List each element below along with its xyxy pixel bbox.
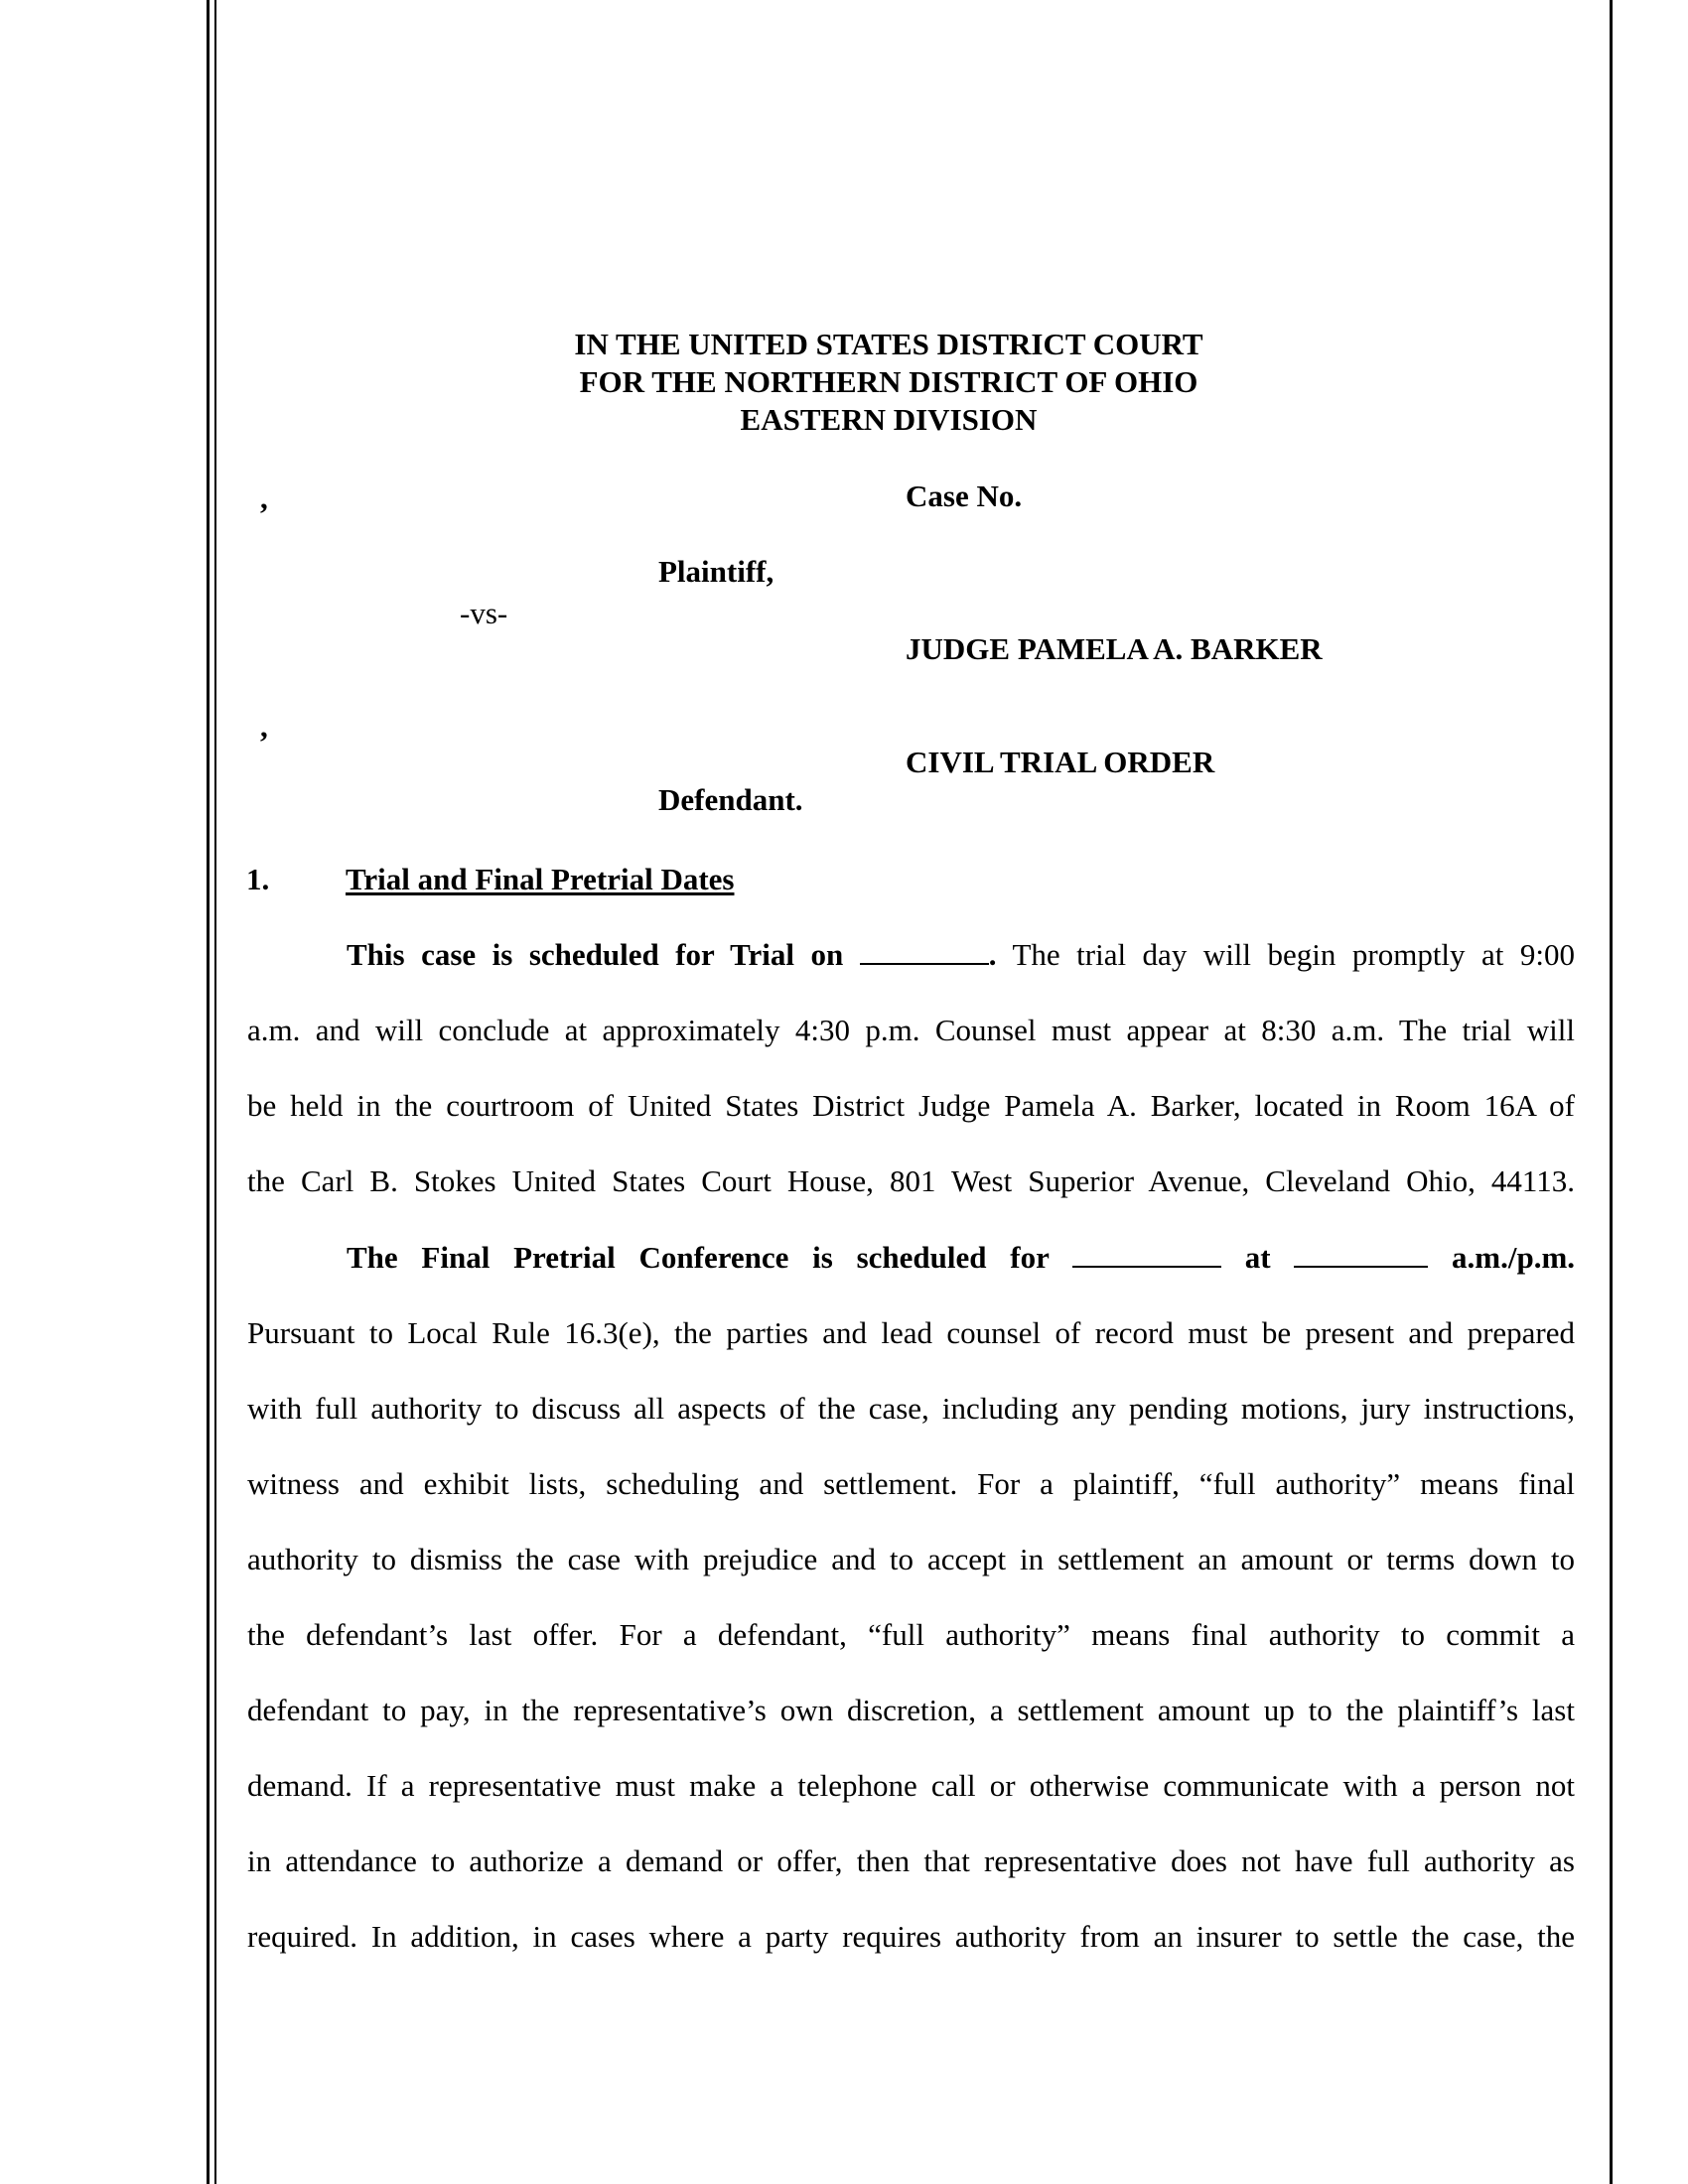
pretrial-paragraph-line-9: in attendance to authorize a demand or offer, then that representative does not have full authority as	[247, 1843, 1575, 1878]
court-header-line-1: IN THE UNITED STATES DISTRICT COURT	[574, 327, 1203, 361]
trial-paragraph-line-1	[347, 917, 1575, 993]
section-title: Trial and Final Pretrial Dates	[346, 862, 735, 896]
court-header-line-2: FOR THE NORTHERN DISTRICT OF OHIO	[579, 364, 1198, 399]
pretrial-paragraph-line-7: defendant to pay, in the representative’s own discretion, a settlement amount up to the plaintiff’s last	[247, 1693, 1575, 1727]
defendant-label: Defendant.	[658, 782, 803, 817]
trial-paragraph-line-3: be held in the courtroom of United States District Judge Pamela A. Barker, located in Room 16A of	[247, 1088, 1575, 1123]
case-number-label: Case No.	[906, 478, 1023, 513]
pretrial-paragraph-line-6: the defendant’s last offer. For a defendant, “full authority” means final authority to commit a	[247, 1617, 1575, 1652]
pretrial-paragraph-line-10: required. In addition, in cases where a party requires authority from an insurer to settle the case, the	[247, 1919, 1575, 1954]
pretrial-word: scheduled	[856, 1240, 987, 1275]
pretrial-paragraph-line-3: with full authority to discuss all aspects of the case, including any pending motions, jury instructions,	[247, 1391, 1575, 1426]
defendant-name-comma: ,	[260, 709, 268, 744]
trial-paragraph-line-2: a.m. and will conclude at approximately 4:30 p.m. Counsel must appear at 8:30 a.m. The trial will	[247, 1013, 1575, 1047]
trial-date-blank[interactable]	[860, 939, 989, 965]
pretrial-word: for	[1010, 1240, 1050, 1275]
pretrial-time-suffix: a.m./p.m.	[1452, 1240, 1576, 1275]
order-title: CIVIL TRIAL ORDER	[906, 745, 1215, 779]
plaintiff-name-comma: ,	[260, 480, 268, 515]
pretrial-paragraph-line-1	[347, 1220, 1575, 1296]
pretrial-paragraph-line-5: authority to dismiss the case with prejudice and to accept in settlement an amount or terms down to	[247, 1542, 1575, 1576]
pretrial-date-blank[interactable]	[1072, 1242, 1221, 1268]
section-number: 1.	[246, 862, 270, 896]
pretrial-paragraph-line-4: witness and exhibit lists, scheduling and settlement. For a plaintiff, “full authority” means final	[247, 1466, 1575, 1501]
versus-label: -vs-	[460, 596, 508, 630]
court-header-line-3: EASTERN DIVISION	[740, 402, 1038, 437]
pretrial-word: is	[812, 1240, 833, 1275]
pretrial-word: The	[347, 1240, 398, 1275]
pretrial-word: Final	[421, 1240, 491, 1275]
trial-date-lead: This case is scheduled for Trial on .	[347, 937, 997, 972]
pretrial-word: Pretrial	[513, 1240, 616, 1275]
pretrial-paragraph-line-2: Pursuant to Local Rule 16.3(e), the parties and lead counsel of record must be present and prepared	[247, 1315, 1575, 1350]
trial-paragraph-line-4: the Carl B. Stokes United States Court House, 801 West Superior Avenue, Cleveland Ohio, 44113.	[247, 1163, 1575, 1198]
pretrial-word: Conference	[638, 1240, 789, 1275]
plaintiff-label: Plaintiff,	[658, 554, 774, 589]
trial-start-text: The trial day will begin promptly at 9:00	[1012, 937, 1576, 972]
pretrial-paragraph-line-8: demand. If a representative must make a telephone call or otherwise communicate with a person not	[247, 1768, 1575, 1803]
pretrial-time-blank[interactable]	[1294, 1242, 1428, 1268]
pretrial-word: at	[1244, 1240, 1271, 1275]
judge-name: JUDGE PAMELA A. BARKER	[906, 631, 1323, 666]
